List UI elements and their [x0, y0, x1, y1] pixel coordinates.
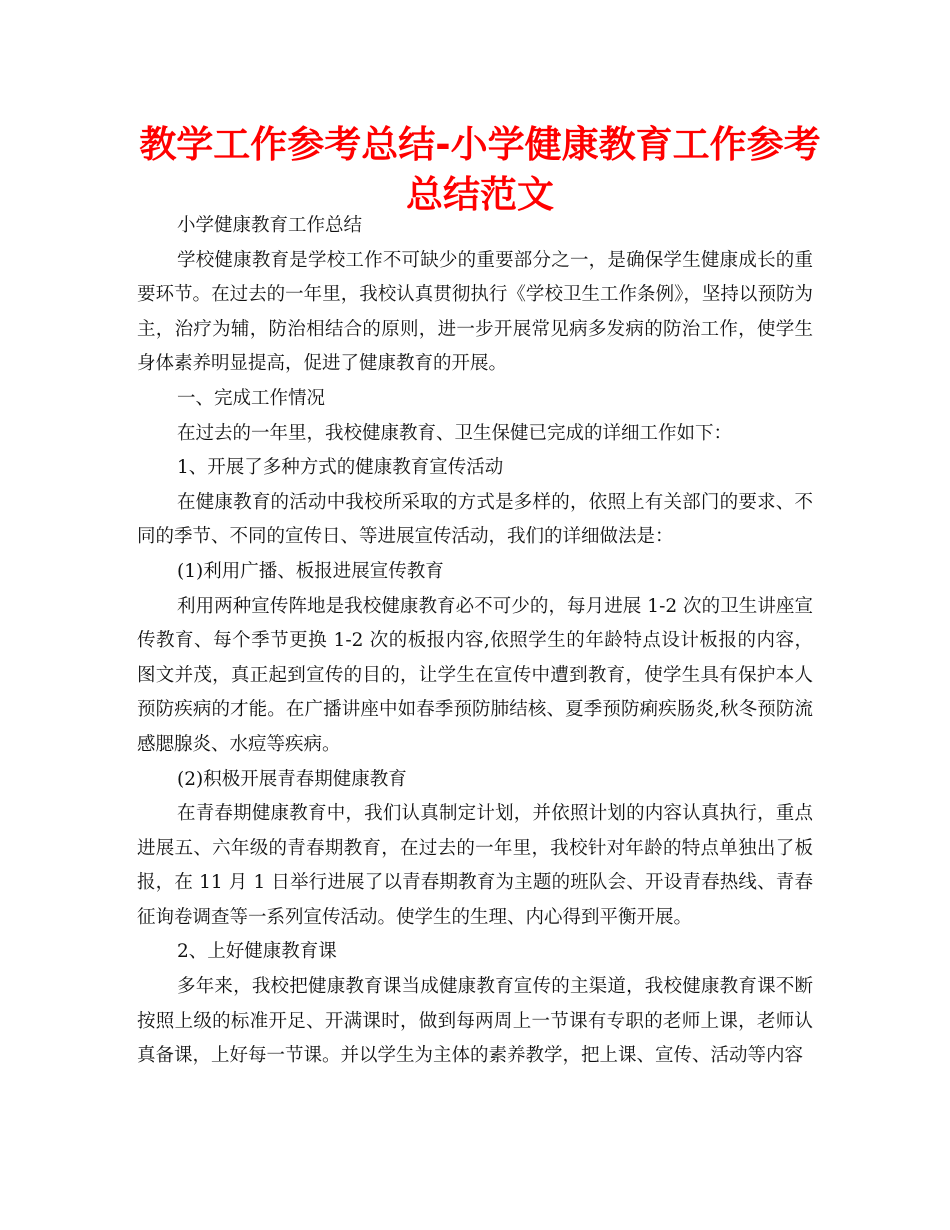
document-body: [137, 209, 813, 1074]
section-heading: 2、上好健康教育课: [177, 941, 337, 963]
section-heading: 一、完成工作情况: [177, 387, 326, 409]
paragraph: 利用两种宣传阵地是我校健康教育必不可少的，每月进展 1-2 次的卫生讲座宣传教育、每个季节更换 1-2 次的板报内容,依照学生的年龄特点设计板报的内容，图文并茂，真正起到宣传的目的，让学生在宣传中遭到教育，使学生具有保护本人预防疾病的才能。在广播讲座中如春季预防肺结核、夏季预防痢疾肠炎,秋冬预防流感腮腺炎、水痘等疾病。: [137, 595, 813, 755]
paragraph: 学校健康教育是学校工作不可缺少的重要部分之一，是确保学生健康成长的重要环节。在过去的一年里，我校认真贯彻执行《学校卫生工作条例》，坚持以预防为主，治疗为辅，防治相结合的原则，进一步开展常见病多发病的防治工作，使学生身体素养明显提高，促进了健康教育的开展。: [137, 249, 813, 375]
document-title: 教学工作参考总结-小学健康教育工作参考总结范文: [139, 123, 821, 216]
paragraph: 多年来，我校把健康教育课当成健康教育宣传的主渠道，我校健康教育课不断按照上级的标准开足、开满课时，做到每两周上一节课有专职的老师上课，老师认真备课，上好每一节课。并以学生为主体的素养教学，把上课、宣传、活动等内容: [137, 976, 813, 1067]
paragraph: 在青春期健康教育中，我们认真制定计划，并依照计划的内容认真执行，重点进展五、六年级的青春期教育，在过去的一年里，我校针对年龄的特点单独出了板报，在 11 月 1 日举行进展了以青春期教育为主题的班队会、开设青春热线、青春征询卷调查等一系列宣传活动。使学生的生理、内心得到平衡开展。: [137, 803, 813, 928]
section-heading: 1、开展了多种方式的健康教育宣传活动: [177, 457, 504, 479]
section-heading: (2)积极开展青春期健康教育: [177, 768, 407, 790]
paragraph: 在健康教育的活动中我校所采取的方式是多样的，依照上有关部门的要求、不同的季节、不同的宣传日、等进展宣传活动，我们的详细做法是：: [137, 491, 813, 548]
paragraph: 在过去的一年里，我校健康教育、卫生保健已完成的详细工作如下：: [177, 422, 733, 444]
section-heading: (1)利用广播、板报进展宣传教育: [177, 560, 444, 582]
section-subtitle: 小学健康教育工作总结: [177, 215, 363, 236]
